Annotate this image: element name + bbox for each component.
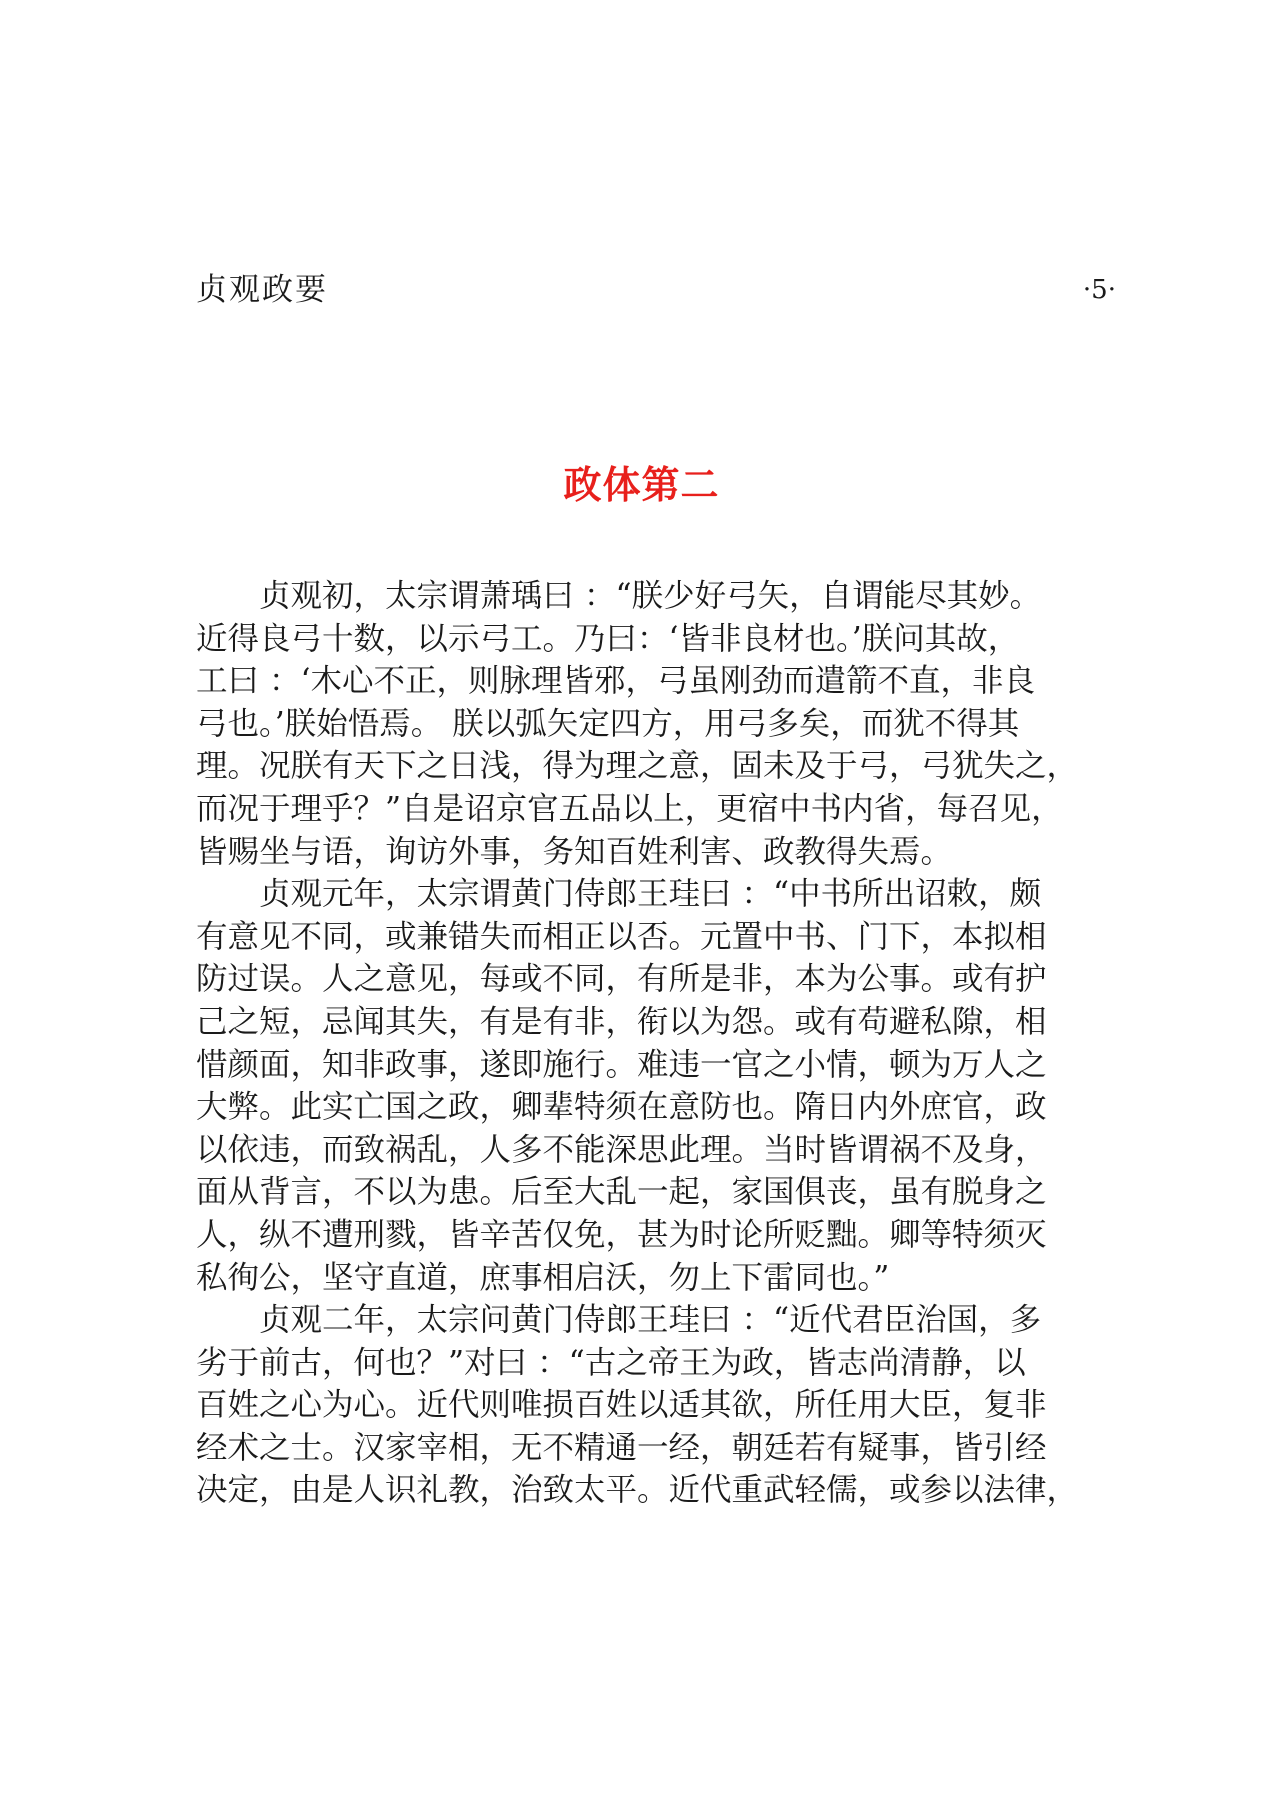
paragraph-line: 有意见不同，或兼错失而相正以否。元置中书、门下，本拟相 bbox=[196, 918, 1047, 955]
book-title: 贞观政要 bbox=[196, 272, 328, 308]
body-text bbox=[196, 575, 1116, 1512]
paragraph-line: 弓也。’朕始悟焉。 朕以弧矢定四方，用弓多矣，而犹不得其 bbox=[196, 705, 1020, 742]
paragraph-line: 皆赐坐与语，询访外事，务知百姓利害、政教得失焉。 bbox=[196, 833, 953, 870]
paragraph-line: 工曰 ：‘木心不正，则脉理皆邪，弓虽刚劲而遣箭不直，非良 bbox=[196, 663, 1036, 700]
paragraph-line: 大弊。此实亡国之政，卿辈特须在意防也。隋日内外庶官，政 bbox=[196, 1089, 1047, 1126]
paragraph-line: 面从背言，不以为患。后至大乱一起，家国俱丧，虽有脱身之 bbox=[196, 1174, 1047, 1211]
paragraph-line: 以依违，而致祸乱，人多不能深思此理。当时皆谓祸不及身， bbox=[196, 1131, 1047, 1168]
paragraph-line: 百姓之心为心。近代则唯损百姓以适其欲，所任用大臣，复非 bbox=[196, 1387, 1047, 1424]
paragraph-line: 决定，由是人识礼教，治致太平。近代重武轻儒，或参以法律， bbox=[196, 1472, 1079, 1509]
paragraph-line: 贞观元年，太宗谓黄门侍郎王珪曰 ：“中书所出诏敕，颇 bbox=[259, 876, 1042, 913]
paragraph-line: 贞观二年，太宗问黄门侍郎王珪曰 ：“近代君臣治国，多 bbox=[259, 1302, 1042, 1339]
paragraph-line: 贞观初，太宗谓萧瑀曰 ：“朕少好弓矢，自谓能尽其妙。 bbox=[259, 578, 1042, 614]
running-header bbox=[196, 268, 1116, 312]
paragraph-line: 私徇公，坚守直道，庶事相启沃，勿上下雷同也。” bbox=[196, 1259, 890, 1296]
paragraph-line: 己之短，忌闻其失，有是有非，衔以为怨。或有苟避私隙，相 bbox=[196, 1003, 1047, 1040]
page-number: ·5· bbox=[1082, 275, 1116, 305]
paragraph-line: 理。况朕有天下之日浅，得为理之意，固未及于弓，弓犹失之， bbox=[196, 748, 1079, 785]
paragraph-line: 近得良弓十数，以示弓工。乃曰：‘皆非良材也。’朕问其故， bbox=[196, 620, 1020, 657]
paragraph-line: 防过误。人之意见，每或不同，有所是非，本为公事。或有护 bbox=[196, 961, 1047, 998]
chapter-title: 政体第二 bbox=[563, 463, 720, 507]
paragraph-line: 惜颜面，知非政事，遂即施行。难违一官之小情，顿为万人之 bbox=[196, 1046, 1047, 1083]
paragraph-line: 经术之士。汉家宰相，无不精通一经，朝廷若有疑事，皆引经 bbox=[196, 1429, 1047, 1466]
paragraph-line: 劣于前古，何也？”对曰 ：“古之帝王为政，皆志尚清静，以 bbox=[196, 1344, 1026, 1381]
paragraph-line: 而况于理乎？”自是诏京官五品以上，更宿中书内省，每召见， bbox=[196, 790, 1063, 827]
paragraph-line: 人，纵不遭刑戮，皆辛苦仅免，甚为时论所贬黜。卿等特须灭 bbox=[196, 1216, 1047, 1253]
